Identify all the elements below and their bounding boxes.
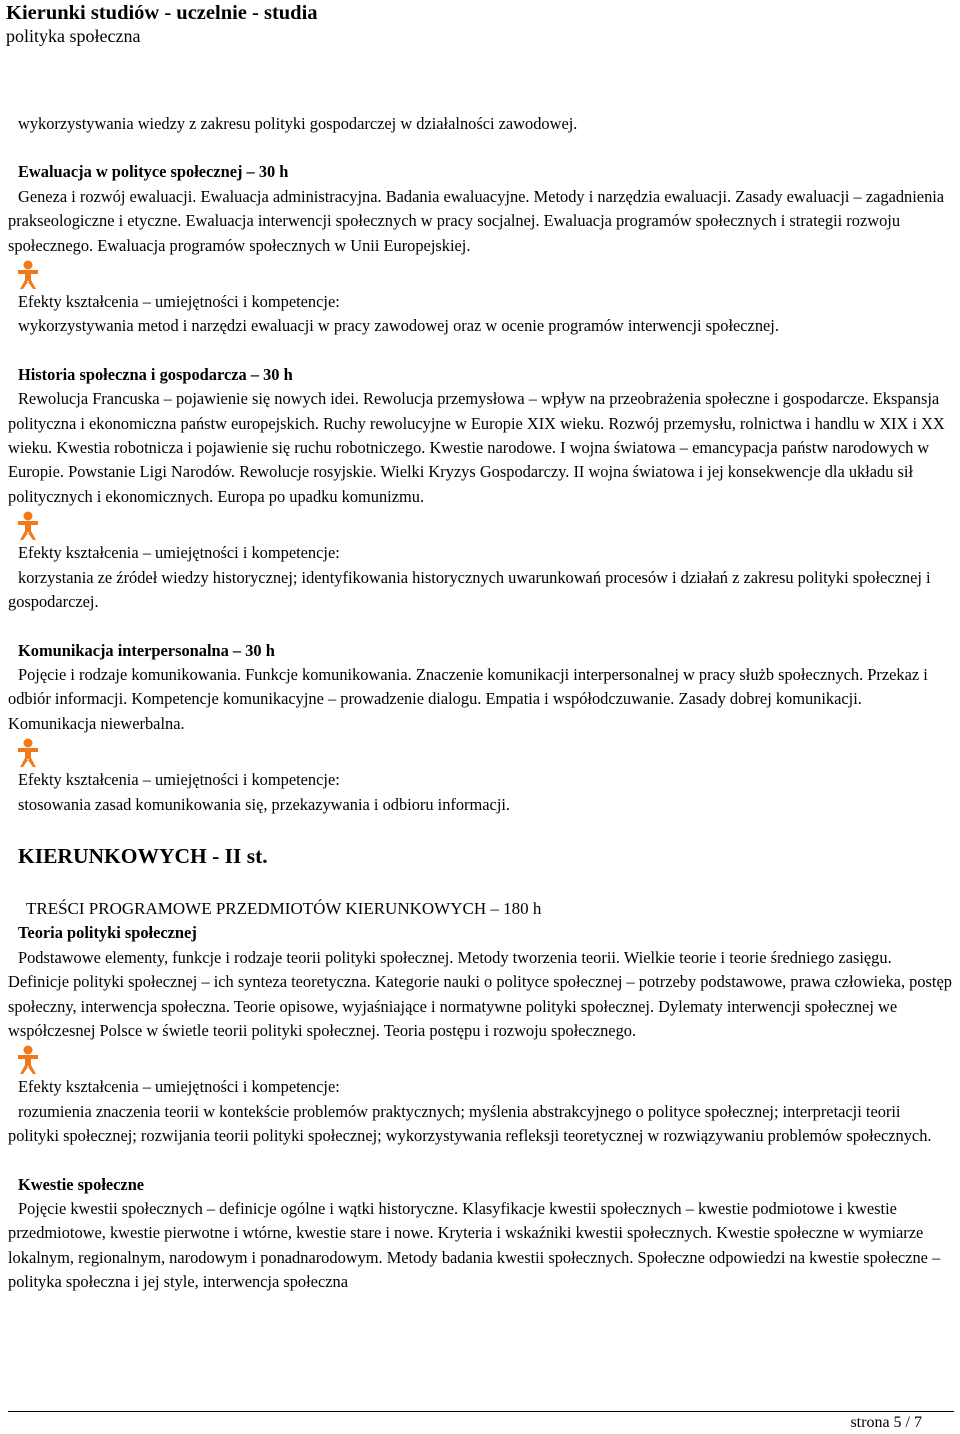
page-number: strona 5 / 7 <box>850 1414 922 1431</box>
figure-icon <box>14 738 42 768</box>
section-body: Geneza i rozwój ewaluacji. Ewaluacja administracyjna. Badania ewaluacyjne. Metody i narzędzia ewaluacji. Zasady ewaluacji – zagadnienia prakseologiczne i etyczne. Ewaluacja interwencji społecznych w pracy socjalnej. Ewaluacja programów społecznych i strategii rozwoju społecznego. Ewaluacja programów społecznych w Unii Europejskiej. <box>8 186 945 255</box>
effects-text: wykorzystywania metod i narzędzi ewaluacji w pracy zawodowej oraz w ocenie programów interwencji społecznej. <box>18 316 779 336</box>
section-heading: Historia społeczna i gospodarcza – 30 h <box>18 364 293 384</box>
figure-icon <box>14 1045 42 1075</box>
footer-divider <box>8 1411 954 1412</box>
section-heading: Kwestie społeczne <box>18 1174 145 1194</box>
effects-label: Efekty kształcenia – umiejętności i kompetencje: <box>18 770 340 790</box>
section-body: Pojęcie kwestii społecznych – definicje ogólne i wątki historyczne. Klasyfikacje kwestii społecznych – kwestie podmiotowe i kwestie przedmiotowe, kwestie pierwotne i wtórne, kwestie stare i nowe. Kryteria i wskaźniki kwestii społecznych. Kwestie społeczne w wymiarze lokalnym, regionalnym, narodowym i ponadnarodowym. Metody badania kwestii społecznych. Społeczne odpowiedzi na kwestie społeczne – polityka społeczna i jej style, interwencja społeczna <box>8 1199 941 1292</box>
section-teoria <box>8 921 954 1148</box>
page-header <box>0 0 960 58</box>
spacer <box>8 615 954 639</box>
section-body: Pojęcie i rodzaje komunikowania. Funkcje komunikowania. Znaczenie komunikacji interpersonalnej w pracy służb społecznych. Przekaz i odbiór informacji. Kompetencje komunikacyjne – prowadzenie dialogu. Empatia i współodczuwanie. Zasady dobrej komunikacji. Komunikacja niewerbalna. <box>8 664 928 733</box>
section-heading: Komunikacja interpersonalna – 30 h <box>18 640 275 660</box>
effects-text: rozumienia znaczenia teorii w kontekście problemów praktycznych; myślenia abstrakcyjnego o polityce społecznej; interpretacji teorii polityki społecznej; rozwijania teorii polityki społecznej; wykorzystywania refleksji teoretycznej w rozwiązywaniu problemów społecznych. <box>8 1101 932 1146</box>
section-ewaluacja <box>8 160 954 338</box>
spacer <box>8 136 954 160</box>
section-heading: Ewaluacja w polityce społecznej – 30 h <box>18 162 289 182</box>
spacer <box>8 871 954 897</box>
figure-icon <box>14 260 42 290</box>
document-body <box>8 112 954 1295</box>
spacer <box>8 1149 954 1173</box>
section-body: Rewolucja Francuska – pojawienie się nowych idei. Rewolucja przemysłowa – wpływ na przeobrażenia społeczne i gospodarcze. Ekspansja polityczna i ekonomiczna państw europejskich. Ruchy rewolucyjne w Europie XIX wieku. Rozwój przemysłu, rolnictwa i handlu w XIX i XX wieku. Kwestia robotnicza i pojawienie się ruchu robotniczego. Kwestie narodowe. I wojna światowa – emancypacja państw narodowych w Europie. Powstanie Ligi Narodów. Rewolucje rosyjskie. Wielki Kryzys Gospodarczy. II wojna światowa i jej konsekwencje dla układu sił politycznych i ekonomicznych. Europa po upadku komunizmu. <box>8 389 945 506</box>
level-heading: KIERUNKOWYCH - II st. <box>18 843 268 868</box>
spacer <box>8 817 954 841</box>
intro-text: wykorzystywania wiedzy z zakresu polityki gospodarczej w działalności zawodowej. <box>18 114 578 133</box>
spacer <box>8 339 954 363</box>
icon-row <box>8 258 954 290</box>
section-komunikacja <box>8 639 954 817</box>
effects-label: Efekty kształcenia – umiejętności i kompetencje: <box>18 1077 340 1097</box>
site-subtitle: polityka społeczna <box>6 26 141 46</box>
icon-row <box>8 1043 954 1075</box>
section-heading: Teoria polityki społecznej <box>18 923 197 943</box>
section-kwestie <box>8 1173 954 1295</box>
section-body: Podstawowe elementy, funkcje i rodzaje teorii polityki społecznej. Metody tworzenia teorii. Wielkie teorie i teorie średniego zasięgu. Definicje polityki społecznej – ich synteza teoretyczna. Kategorie nauki o polityce społecznej – potrzeby podstawowe, prawa człowieka, postęp społeczny, interwencja społeczna. Teorie opisowe, wyjaśniające i normatywne polityki społecznej. Dylematy interwencji społecznej we współczesnej Polsce w świetle teorii polityki społecznej. Teoria postępu i rozwoju społecznego. <box>8 947 952 1040</box>
effects-label: Efekty kształcenia – umiejętności i kompetencje: <box>18 543 340 563</box>
icon-row <box>8 736 954 768</box>
icon-row <box>8 509 954 541</box>
figure-icon <box>14 511 42 541</box>
site-title[interactable]: Kierunki studiów - uczelnie - studia <box>6 2 318 24</box>
program-title: TREŚCI PROGRAMOWE PRZEDMIOTÓW KIERUNKOWYCH – 180 h <box>26 898 542 918</box>
effects-text: stosowania zasad komunikowania się, przekazywania i odbioru informacji. <box>18 794 511 814</box>
effects-text: korzystania ze źródeł wiedzy historycznej; identyfikowania historycznych uwarunkowań procesów i działań z zakresu polityki społecznej i gospodarczej. <box>8 567 931 612</box>
section-historia <box>8 363 954 615</box>
effects-label: Efekty kształcenia – umiejętności i kompetencje: <box>18 292 340 312</box>
